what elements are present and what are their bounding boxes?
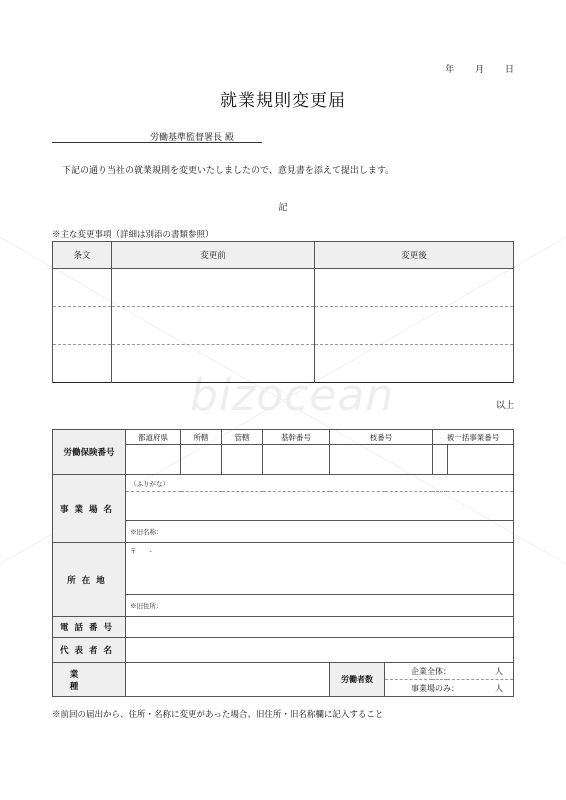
ki-mark: 記 (278, 203, 288, 213)
insurance-label: 労働保険番号 (53, 430, 126, 475)
input-shokatsu[interactable] (181, 445, 222, 475)
addressee: 労働基準監督署長 殿 (150, 133, 234, 143)
old-name-field[interactable]: ※旧名称： (126, 521, 514, 543)
workplace-only-field[interactable]: 事業場のみ： 人 (385, 680, 514, 697)
col-article: 条文 (53, 242, 112, 269)
cell-after[interactable] (315, 345, 514, 383)
input-prefecture[interactable] (126, 445, 181, 475)
date-day: 日 (504, 65, 514, 75)
input-ikkatsu[interactable] (447, 445, 513, 475)
input-ikkatsu-check[interactable] (432, 445, 447, 475)
table-row (53, 345, 514, 383)
cell-before[interactable] (112, 307, 315, 345)
address-label: 所在地 (53, 543, 126, 617)
col-kankatsu: 管轄 (222, 430, 263, 445)
input-edaban[interactable] (330, 445, 433, 475)
col-shokatsu: 所轄 (181, 430, 222, 445)
industry-label: 業種 (53, 663, 126, 697)
changes-note: ※主な変更事項（詳細は別添の書類参照） (52, 230, 214, 240)
furigana-field[interactable]: （ふりがな） (126, 475, 514, 492)
col-edaban: 枝番号 (330, 430, 433, 445)
date-month: 月 (475, 65, 485, 75)
cell-article[interactable] (53, 269, 112, 307)
rep-field[interactable] (126, 638, 514, 663)
workplace-label: 事業場名 (53, 475, 126, 543)
cell-article[interactable] (53, 345, 112, 383)
col-after: 変更後 (315, 242, 514, 269)
cell-before[interactable] (112, 345, 315, 383)
col-prefecture: 都道府県 (126, 430, 181, 445)
changes-table (52, 241, 514, 383)
ijo-mark: 以上 (495, 401, 514, 411)
date-year: 年 (445, 65, 455, 75)
addressee-underline (52, 142, 262, 143)
col-kikan: 基幹番号 (263, 430, 330, 445)
info-table (52, 429, 514, 697)
cell-after[interactable] (315, 269, 514, 307)
cell-article[interactable] (53, 307, 112, 345)
cell-after[interactable] (315, 307, 514, 345)
table-row (53, 269, 514, 307)
workers-label: 労働者数 (330, 663, 385, 697)
phone-field[interactable] (126, 617, 514, 638)
address-field[interactable]: 〒 - (126, 543, 514, 595)
date-line (427, 62, 514, 75)
intro-text: 下記の通り当社の就業規則を変更いたしましたので、意見書を添えて提出します。 (62, 166, 395, 176)
col-ikkatsu: 被一括事業番号 (432, 430, 513, 445)
page-title: 就業規則変更届 (220, 91, 346, 111)
footnote: ※前回の届出から、住所・名称に変更があった場合、旧住所・旧名称欄に記入すること (52, 710, 384, 720)
table-row (53, 307, 514, 345)
old-address-field[interactable]: ※旧住所： (126, 595, 514, 617)
cell-before[interactable] (112, 269, 315, 307)
rep-label: 代表者名 (53, 638, 126, 663)
industry-field[interactable] (126, 663, 330, 697)
input-kikan[interactable] (263, 445, 330, 475)
input-kankatsu[interactable] (222, 445, 263, 475)
col-before: 変更前 (112, 242, 315, 269)
workplace-name-field[interactable] (126, 492, 514, 521)
watermark: bizocean (190, 370, 395, 421)
phone-label: 電話番号 (53, 617, 126, 638)
company-total-field[interactable]: 企業全体： 人 (385, 663, 514, 680)
